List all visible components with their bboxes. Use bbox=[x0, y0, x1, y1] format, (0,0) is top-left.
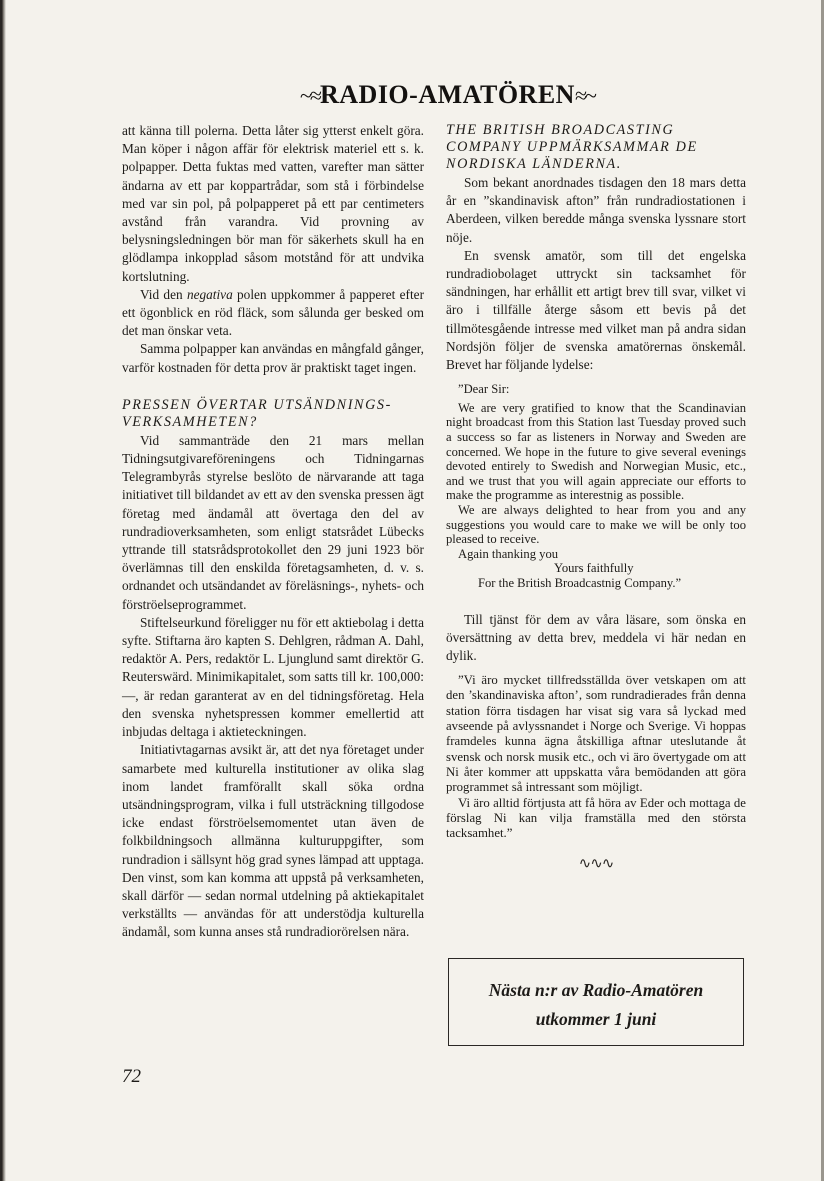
bbc-paragraph-2: En svensk amatör, som till det engelska rundradiobolaget uttryckt sin tacksamhet för sändningen, har erhållit ett artigt brev till svar, vilket vi äro i tillfälle återge såsom ett bevis på det tillmötesgående intresse med vilket man på andra sidan Nordsjön följer de svenska amatörernas önskemål. Brevet har följande lydelse: bbox=[446, 247, 746, 373]
letter-paragraph-2: We are always delighted to hear from you and any suggestions you would care to make we will be only too pleased to receive. bbox=[446, 502, 746, 547]
pressen-paragraph-2: Stiftelseurkund föreligger nu för ett aktiebolag i detta syfte. Stiftarna äro kapten S. Dehlgren, rådman A. Dahl, redaktör A. Pers, redaktör L. Ljunglund samt direktör G. Reuterswärd. Minimikapitalet, som satts till kr. 100,000:—, är redan garanterat av en del tidningsföretag. Hela den svenska nyhetspressen kommer emellertid att inbjudas deltaga i aktieteckningen. bbox=[122, 614, 424, 740]
decorative-ornament: ∿∿∿ bbox=[578, 856, 614, 873]
next-issue-notice-box bbox=[448, 958, 744, 1046]
left-column bbox=[122, 122, 424, 942]
letter-paragraph-1: We are very gratified to know that the Scandinavian night broadcast from this Station last Tuesday proved such a success so far as listeners in Norway and Sweden are concerned. We hope in the future to give several evenings devoted entirely to Swedish and Norwegian Music, etc., and we trust that you will again appreciate our efforts to make the programme as interestnig as possible. bbox=[446, 400, 746, 503]
masthead bbox=[300, 80, 640, 112]
right-column bbox=[446, 122, 746, 874]
letter-salutation: ”Dear Sir: bbox=[458, 382, 510, 397]
letter-signature: For the British Broadcastnig Company.” bbox=[478, 575, 682, 590]
page-number: 72 bbox=[122, 1066, 141, 1087]
translation-paragraph-1: ”Vi äro mycket tillfredsställda över vetskapen om att den ’skandinaviska afton’, som rundradierades från denna station förra tisdagen har visat sig vara så lyckad med avseende på avlyssnandet i Norge och Sverige. Vi hoppas framdeles kunna ägna åtskilliga aftnar uteslutande åt svensk och norsk musik etc., och vi äro övertygade om att Ni åter kommer att uppskatta våra bemödanden att göra programmet så intressant som möjligt. bbox=[446, 673, 746, 795]
negative-pole-paragraph bbox=[122, 286, 424, 341]
polpapper-cost-paragraph: Samma polpapper kan användas en mångfald gånger, varför kostnaden för detta prov är praktiskt taget ingen. bbox=[122, 341, 424, 375]
scan-edge-left bbox=[0, 0, 6, 1181]
letter-thanks: Again thanking you bbox=[458, 546, 559, 561]
right-flourish: ≈~ bbox=[574, 83, 595, 108]
left-flourish: ~≈ bbox=[300, 83, 320, 108]
article-heading-bbc: THE BRITISH BROADCASTING COMPANY UPPMÄRKSAMMAR DE NORDISKA LÄNDERNA. bbox=[446, 122, 698, 172]
translation-paragraph-2: Vi äro alltid förtjusta att få höra av Eder och mottaga de förslag Ni kan vilja framställa med den största tacksamhet.” bbox=[446, 795, 746, 841]
emphasis-negativa: negativa bbox=[186, 286, 233, 302]
english-letter bbox=[446, 382, 746, 590]
pressen-paragraph-1: Vid sammanträde den 21 mars mellan Tidningsutgivareföreningens och Tidningarnas Telegrambyrås styrelse beslöto de närvarande att taga initiativet till bildandet av ett av den svenska pressen ägt företag med ändamål att övertaga den del av rundradioverksamheten, som enligt statsrådet Lübecks yttrande till statsrådsprotokollet den 29 juni 1923 bör överlämnas till den enskilda företagsamheten, d. v. s. ordnandet och utsändandet av föreläsnings-, nyhets- och förströelseprogrammet. bbox=[122, 432, 424, 612]
translation-intro-paragraph: Till tjänst för dem av våra läsare, som önska en översättning av detta brev, meddela vi här nedan en dylik. bbox=[446, 611, 746, 663]
text-span: Vid den bbox=[140, 286, 187, 302]
swedish-translation bbox=[446, 673, 746, 841]
text-span: polen uppkommer å papperet efter ett ögonblick en röd fläck, som sålunda ger besked om det man önskar veta. bbox=[122, 286, 425, 339]
article-continuation-paragraph: att känna till polerna. Detta låter sig ytterst enkelt göra. Man köper i någon affär för elektrisk materiel ett s. k. polpapper. Detta fuktas med vatten, varefter man sätter ändarna av ett par koppartrådar, som stå i förbindelse med var sin pol, på polpapperet på ett par centimeters avstånd från varandra. Vid provning av belysningsledningen bör man för säkerhets skull ha en glödlampa inkopplad såsom motstånd för att undvika kortslutning. bbox=[122, 123, 424, 284]
bbc-paragraph-1: Som bekant anordnades tisdagen den 18 mars detta år en ”skandinavisk afton” från rundradiostationen i Aberdeen, vilken beredde många svenska lyssnare stort nöje. bbox=[446, 175, 746, 245]
letter-closing: Yours faithfully bbox=[554, 561, 634, 576]
notice-line-2: utkommer 1 juni bbox=[535, 1009, 657, 1029]
pressen-paragraph-3: Initiativtagarnas avsikt är, att det nya företaget under samarbete med kulturella institutioner av olika slag inom landet framförallt skall söka ordna utsändningsprogram, vilka i full utsträckning tillgodose icke endast förströelsemomentet utan även de folkbildningsoch allmänna kulturuppgifter, som rundradion i sällsynt hög grad synes lämpad att upptaga. Den vinst, som kan komma att uppstå på verksamheten, skall därför — sedan normal utdelning på aktiekapitalet verkställts — användas för att understödja kulturella ändamål, som kunna anses stå rundradiorörelsen nära. bbox=[122, 742, 424, 940]
notice-line-1: Nästa n:r av Radio-Amatören bbox=[488, 980, 704, 1000]
article-heading-pressen: PRESSEN ÖVERTAR UTSÄNDNINGS-VERKSAMHETEN? bbox=[122, 396, 392, 430]
masthead-title: RADIO-AMATÖREN bbox=[319, 80, 575, 109]
